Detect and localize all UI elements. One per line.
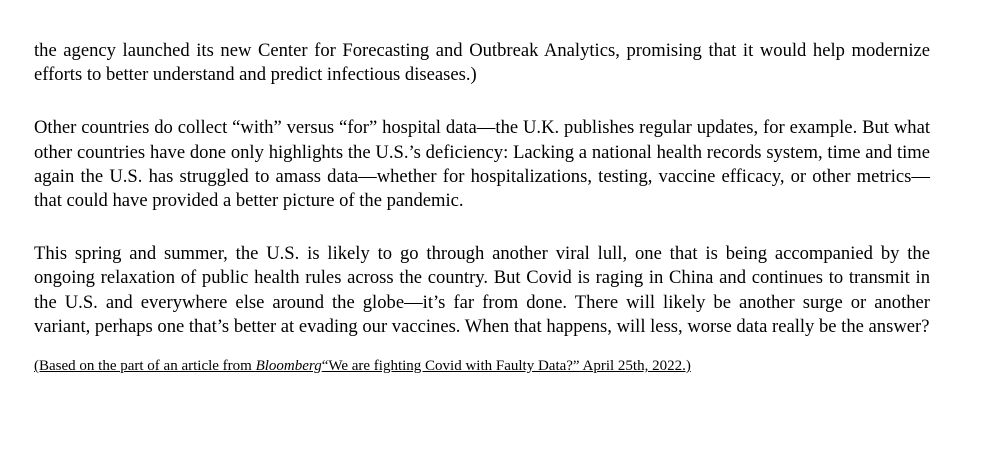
paragraph-viral-lull: This spring and summer, the U.S. is likely to go through another viral lull, one that is being accompanied by the ongoing relaxation of public health rules across the country. But Covid is raging in China and continues to transmit in the U.S. and everywhere else around the globe—it’s far from done. There will likely be another surge or another variant, perhaps one that’s better at evading our vaccines. When that happens, will less, worse data really be the answer? [34,243,930,337]
source-citation [34,357,930,375]
paragraph-hospital-data: Other countries do collect “with” versus “for” hospital data—the U.K. publishes regular updates, for example. But what other countries have done only highlights the U.S.’s deficiency: Lacking a national health records system, time and time again the U.S. has struggled to amass data—whether for hospitalizations, testing, vaccine efficacy, or other metrics—that could have provided a better picture of the pandemic. [34,117,930,212]
source-prefix: (Based on the part of an article from [34,358,256,375]
source-suffix: “We are fighting Covid with Faulty Data?” April 25th, 2022.) [321,358,691,375]
document-body [34,39,930,375]
paragraph-cdc-center: the agency launched its new Center for Forecasting and Outbreak Analytics, promising that it would help modernize efforts to better understand and predict infectious diseases.) [34,40,930,86]
source-publication: Bloomberg [255,358,322,375]
